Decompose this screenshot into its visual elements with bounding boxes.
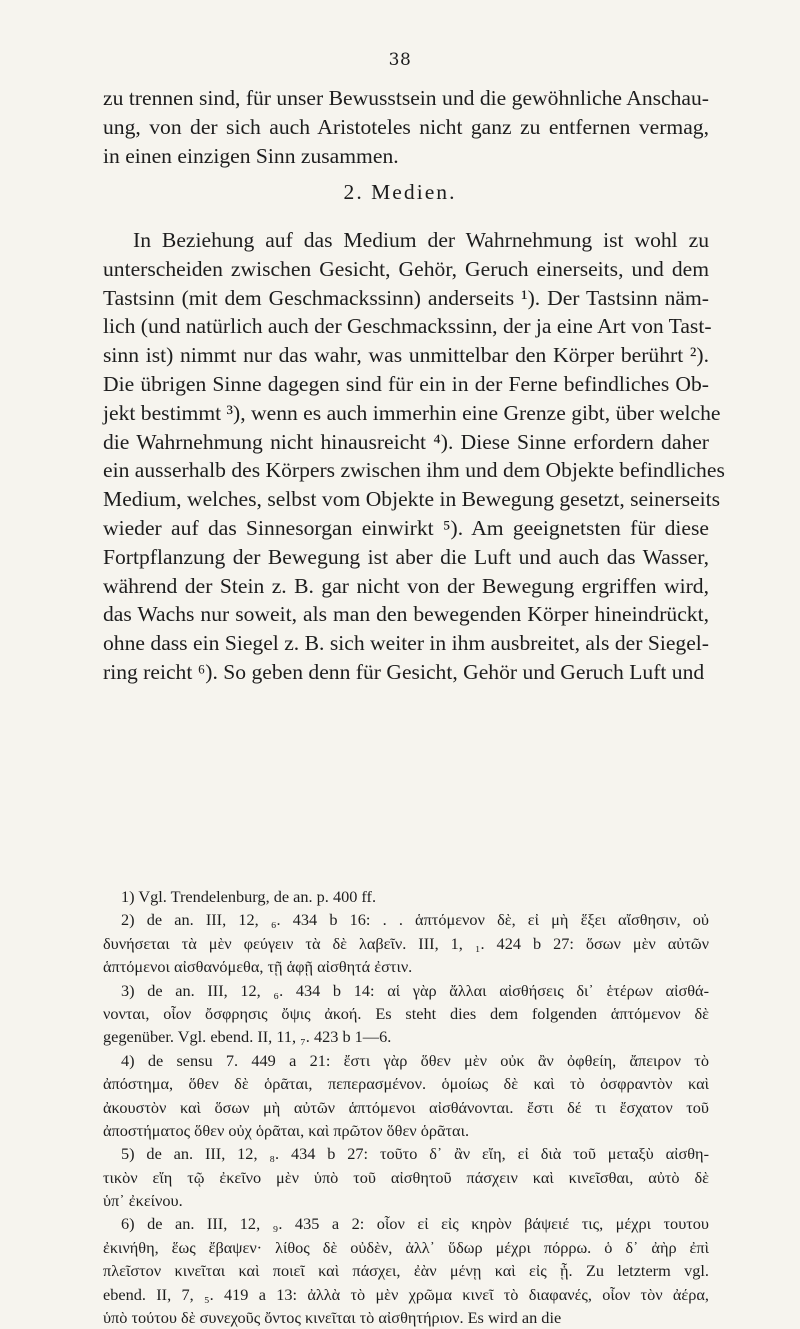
footnote-line: ἀκουστὸν καὶ ὅσων μὴ αὐτῶν ἁπτόμενοι αἰσθάνονται. ἔστι δέ τι ἔσχατον τοῦ xyxy=(103,1097,709,1117)
section-heading: 2. Medien. xyxy=(343,180,457,204)
footnote-line: 5) de an. III, 12, ₈. 434 b 27: τοῦτο δ᾽ ἂν εἴη, εἰ διὰ τοῦ μεταξὺ αἰσθη- xyxy=(121,1144,709,1164)
text-line: während der Stein z. B. gar nicht von der Bewegung ergriffen wird, xyxy=(103,573,709,598)
footnote-line: 3) de an. III, 12, ₆. 434 b 14: αἱ γὰρ ἄλλαι αἰσθήσεις δι᾽ ἑτέρων αἰσθά- xyxy=(121,980,709,1000)
footnote-line: 6) de an. III, 12, ₉. 435 a 2: οἷον εἰ εἰς κηρὸν βάψειέ τις, μέχρι τουτου xyxy=(121,1214,709,1234)
text-line: ring reicht ⁶). So geben denn für Gesicht, Gehör und Geruch Luft und xyxy=(103,659,705,684)
footnote-line: ἁπτόμενοι αἰσθανόμεθα, τῇ ἁφῇ αἰσθητά ἐστιν. xyxy=(103,957,413,977)
text-line: Die übrigen Sinne dagegen sind für ein in der Ferne befindliches Ob- xyxy=(103,371,709,396)
text-line: Tastsinn (mit dem Geschmackssinn) anderseits ¹). Der Tastsinn näm- xyxy=(103,285,709,310)
footnote-line: 4) de sensu 7. 449 a 21: ἔστι γὰρ ὅθεν μὲν οὐκ ἂν ὀφθείη, ἄπειρον τὸ xyxy=(121,1050,709,1070)
text-line: zu trennen sind, für unser Bewusstsein und die gewöhnliche Anschau- xyxy=(103,86,709,110)
footnote-line: 1) Vgl. Trendelenburg, de an. p. 400 ff. xyxy=(121,887,377,906)
text-line: lich (und natürlich auch der Geschmackssinn, der ja eine Art von Tast- xyxy=(103,314,712,339)
text-line: wieder auf das Sinnesorgan einwirkt ⁵). Am geeignetsten für diese xyxy=(103,515,709,540)
footnote-line: ἐκινήθη, ἕως ἔβαψεν· λίθος δὲ οὐδὲν, ἀλλ᾽ ὕδωρ μέχρι πόρρω. ὁ δ᾽ ἀὴρ ἐπὶ xyxy=(103,1237,709,1257)
intro-paragraph xyxy=(103,84,709,170)
footnote-line: ἀποστήματος ὅθεν οὐχ ὁρᾶται, καὶ πρῶτον ὅθεν ὁρᾶται. xyxy=(103,1120,470,1140)
footnote-line: ebend. II, 7, ₅. 419 a 13: ἀλλὰ τὸ μὲν χρῶμα κινεῖ τὸ διαφανές, οἷον τὸν ἀέρα, xyxy=(103,1284,709,1304)
text-line: Medium, welches, selbst vom Objekte in Bewegung gesetzt, seinerseits xyxy=(103,487,721,512)
footnote-line: δυνήσεται τὰ μὲν φεύγειν τὰ δὲ λαβεῖν. III, 1, ₁. 424 b 27: ὅσων μὲν αὐτῶν xyxy=(103,933,709,953)
footnote-line: νονται, οἷον ὄσφρησις ὄψις ἀκοή. Es steht dies dem folgenden ἁπτόμενον δὲ xyxy=(103,1003,709,1023)
text-line: jekt bestimmt ³), wenn es auch immerhin eine Grenze gibt, über welche xyxy=(103,400,721,425)
footnote-line: τικὸν εἴη τῷ ἐκεῖνο μὲν ὑπὸ τοῦ αἰσθητοῦ πάσχειν καὶ κινεῖσθαι, αὐτὸ δὲ xyxy=(103,1167,709,1187)
text-line: unterscheiden zwischen Gesicht, Gehör, Geruch einerseits, und dem xyxy=(103,256,709,281)
footnotes xyxy=(103,885,709,1329)
text-line: die Wahrnehmung nicht hinausreicht ⁴). Diese Sinne erfordern daher xyxy=(103,429,709,454)
footnote-line: ὑπ᾽ ἐκείνου. xyxy=(103,1191,183,1211)
text-line: ohne dass ein Siegel z. B. sich weiter in ihm ausbreitet, als der Siegel- xyxy=(103,631,709,656)
text-line: sinn ist) nimmt nur das wahr, was unmittelbar den Körper berührt ²). xyxy=(103,343,709,368)
text-line: in einen einzigen Sinn zusammen. xyxy=(103,143,399,168)
text-line: In Beziehung auf das Medium der Wahrnehmung ist wohl zu xyxy=(133,228,709,252)
main-paragraph xyxy=(103,226,725,687)
footnote-line: gegenüber. Vgl. ebend. II, 11, ₇. 423 b 1—6. xyxy=(103,1027,392,1047)
footnote-line: ἀπόστημα, ὅθεν δὲ ὁρᾶται, πεπερασμένον. ὁμοίως δὲ καὶ τὸ ὀσφραντὸν καὶ xyxy=(103,1074,709,1094)
text-line: das Wachs nur soweit, als man den bewegenden Körper hineindrückt, xyxy=(103,602,709,627)
text-line: Fortpflanzung der Bewegung ist aber die Luft und auch das Wasser, xyxy=(103,544,709,569)
text-line: ein ausserhalb des Körpers zwischen ihm und dem Objekte befindliches xyxy=(103,458,725,483)
page-number: 38 xyxy=(388,50,412,70)
footnote-line: 2) de an. III, 12, ₆. 434 b 16: . . ἁπτόμενον δὲ, εἰ μὴ ἕξει αἴσθησιν, οὐ xyxy=(121,910,709,930)
text-line: ung, von der sich auch Aristoteles nicht ganz zu entfernen vermag, xyxy=(103,114,709,139)
footnote-line: ὑπὸ τούτου δὲ συνεχοῦς ὄντος κινεῖται τὸ αἰσθητήριον. Es wird an die xyxy=(103,1308,562,1328)
footnote-line: πλεῖστον κινεῖται καὶ ποιεῖ καὶ πάσχει, ἐὰν μένῃ καὶ εἰς ᾖ. Zu letzterm vgl. xyxy=(103,1261,709,1281)
